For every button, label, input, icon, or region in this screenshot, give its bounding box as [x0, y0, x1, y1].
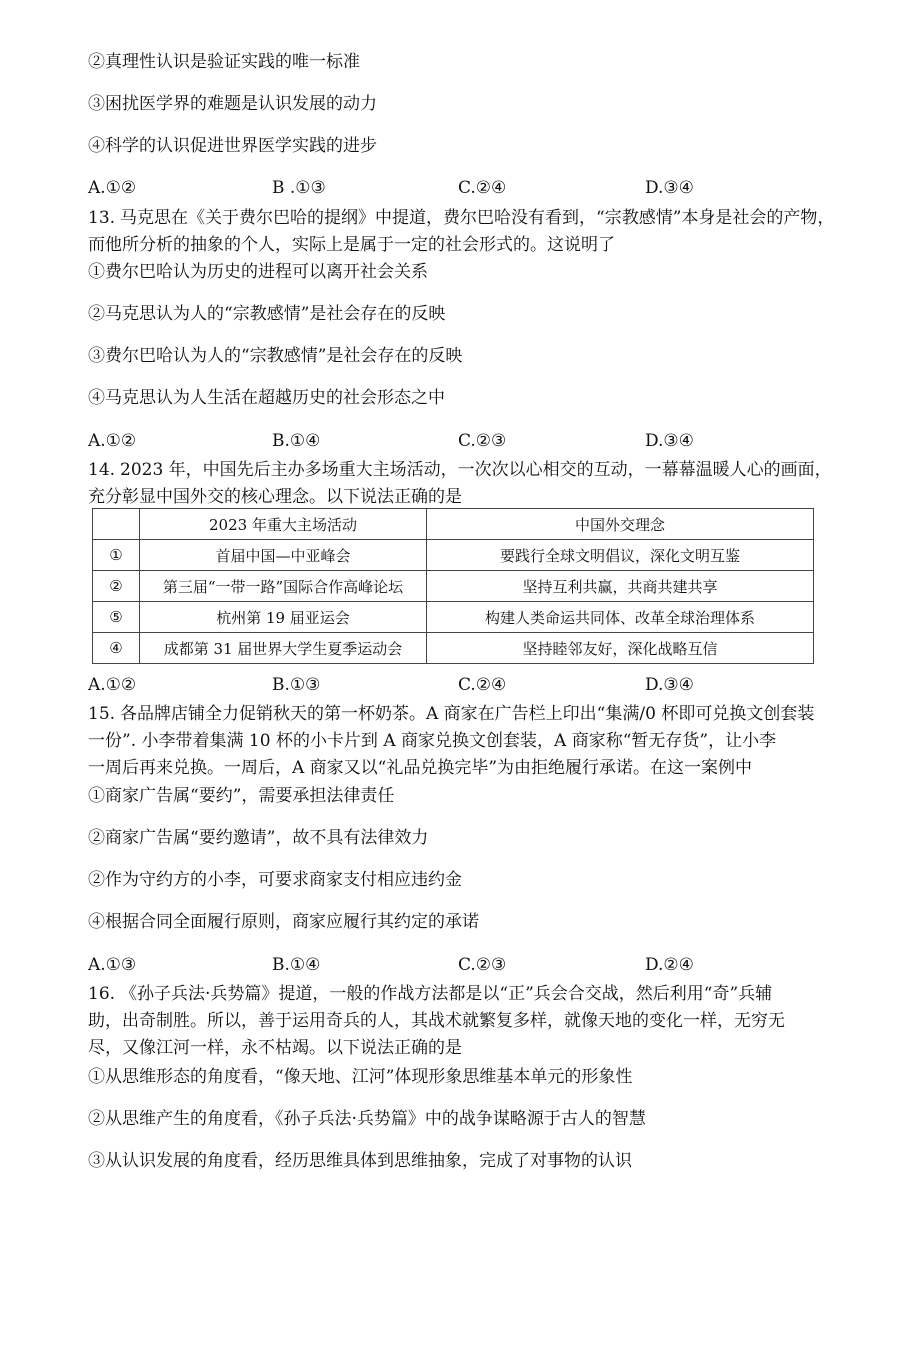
- q12-option-c[interactable]: C.②④: [458, 178, 507, 198]
- q15-statement-2: ②商家广告属“要约邀请”，故不具有法律效力: [88, 828, 429, 848]
- q14-number: 14.: [88, 460, 116, 480]
- q13-stem-line1: 马克思在《关于费尔巴哈的提纲》中提道，费尔巴哈没有看到，“宗教感情”本身是社会的产物，: [120, 208, 835, 228]
- q15-statement-4: ④根据合同全面履行原则，商家应履行其约定的承诺: [88, 912, 479, 932]
- q13-option-a[interactable]: A.①②: [88, 431, 137, 451]
- q15-number: 15.: [88, 704, 116, 724]
- q13-statement-3: ③费尔巴哈认为人的“宗教感情”是社会存在的反映: [88, 346, 463, 366]
- q13-statement-4: ④马克思认为人生活在超越历史的社会形态之中: [88, 388, 445, 408]
- table-cell: 坚持互利共赢，共商共建共享: [427, 571, 814, 602]
- q12-statement-3: ③困扰医学界的难题是认识发展的动力: [88, 94, 377, 114]
- q12-option-b[interactable]: B .①③: [272, 178, 326, 198]
- table-cell: 第三届“一带一路”国际合作高峰论坛: [140, 571, 427, 602]
- q12-option-a[interactable]: A.①②: [88, 178, 137, 198]
- q14-option-c[interactable]: C.②④: [458, 675, 507, 695]
- q15-statement-1: ①商家广告属“要约”，需要承担法律责任: [88, 786, 395, 806]
- q13-stem-line2: 而他所分析的抽象的个人，实际上是属于一定的社会形式的。这说明了: [88, 235, 615, 255]
- q13-option-d[interactable]: D.③④: [645, 431, 694, 451]
- q13-statement-1: ①费尔巴哈认为历史的进程可以离开社会关系: [88, 262, 428, 282]
- q14-table: [92, 508, 814, 664]
- q16-stem-line1: 《孙子兵法·兵势篇》提道，一般的作战方法都是以“正”兵会合交战，然后利用“奇”兵辅: [120, 984, 773, 1004]
- table-cell: 首届中国—中亚峰会: [140, 540, 427, 571]
- q14-stem-line2: 充分彰显中国外交的核心理念。以下说法正确的是: [88, 487, 462, 507]
- table-cell: 构建人类命运共同体、改革全球治理体系: [427, 602, 814, 633]
- q15-option-a[interactable]: A.①③: [88, 955, 137, 975]
- q16-number: 16.: [88, 984, 116, 1004]
- q13-statement-2: ②马克思认为人的“宗教感情”是社会存在的反映: [88, 304, 446, 324]
- table-cell: 要践行全球文明倡议，深化文明互鉴: [427, 540, 814, 571]
- q14-option-d[interactable]: D.③④: [645, 675, 694, 695]
- table-row: [93, 633, 814, 664]
- table-header-cell: [93, 509, 140, 540]
- table-row: [93, 540, 814, 571]
- q15-statement-3: ②作为守约方的小李，可要求商家支付相应违约金: [88, 870, 462, 890]
- table-row: [93, 602, 814, 633]
- q13-number: 13.: [88, 208, 116, 228]
- table-cell: ②: [93, 571, 140, 602]
- table-cell: ⑤: [93, 602, 140, 633]
- q13-option-c[interactable]: C.②③: [458, 431, 507, 451]
- q15-option-b[interactable]: B.①④: [272, 955, 321, 975]
- q14-option-b[interactable]: B.①③: [272, 675, 321, 695]
- q16-statement-3: ③从认识发展的角度看，经历思维具体到思维抽象，完成了对事物的认识: [88, 1151, 632, 1171]
- q15-stem-line3: 一周后再来兑换。一周后，A 商家又以“礼品兑换完毕”为由拒绝履行承诺。在这一案例中: [88, 758, 753, 778]
- q16-stem-line2: 助，出奇制胜。所以，善于运用奇兵的人，其战术就繁复多样，就像天地的变化一样，无穷无: [88, 1011, 785, 1031]
- q15-stem-line2: 一份”. 小李带着集满 10 杯的小卡片到 A 商家兑换文创套装，A 商家称“暂无存货”，让小李: [88, 731, 777, 751]
- q15-stem-line1: 各品牌店铺全力促销秋天的第一杯奶茶。A 商家在广告栏上印出“集满/0 杯即可兑换文创套装: [120, 704, 815, 724]
- q13-option-b[interactable]: B.①④: [272, 431, 321, 451]
- q16-stem-line3: 尽，又像江河一样，永不枯竭。以下说法正确的是: [88, 1038, 462, 1058]
- q14-stem-line1: 2023 年，中国先后主办多场重大主场活动，一次次以心相交的互动，一幕幕温暖人心的画面，: [120, 460, 832, 480]
- table-cell: ①: [93, 540, 140, 571]
- table-header-row: [93, 509, 814, 540]
- table-cell: 杭州第 19 届亚运会: [140, 602, 427, 633]
- table-cell: 成都第 31 届世界大学生夏季运动会: [140, 633, 427, 664]
- q16-statement-1: ①从思维形态的角度看，“像天地、江河”体现形象思维基本单元的形象性: [88, 1067, 633, 1087]
- q14-option-a[interactable]: A.①②: [88, 675, 137, 695]
- table-cell: ④: [93, 633, 140, 664]
- table-header-cell: 2023 年重大主场活动: [140, 509, 427, 540]
- table-row: [93, 571, 814, 602]
- q15-option-c[interactable]: C.②③: [458, 955, 507, 975]
- q15-option-d[interactable]: D.②④: [645, 955, 694, 975]
- q12-option-d[interactable]: D.③④: [645, 178, 694, 198]
- q12-statement-4: ④科学的认识促进世界医学实践的进步: [88, 136, 377, 156]
- table-header-cell: 中国外交理念: [427, 509, 814, 540]
- q12-statement-2: ②真理性认识是验证实践的唯一标准: [88, 52, 360, 72]
- q16-statement-2: ②从思维产生的角度看，《孙子兵法·兵势篇》中的战争谋略源于古人的智慧: [88, 1109, 646, 1129]
- table-cell: 坚持睦邻友好，深化战略互信: [427, 633, 814, 664]
